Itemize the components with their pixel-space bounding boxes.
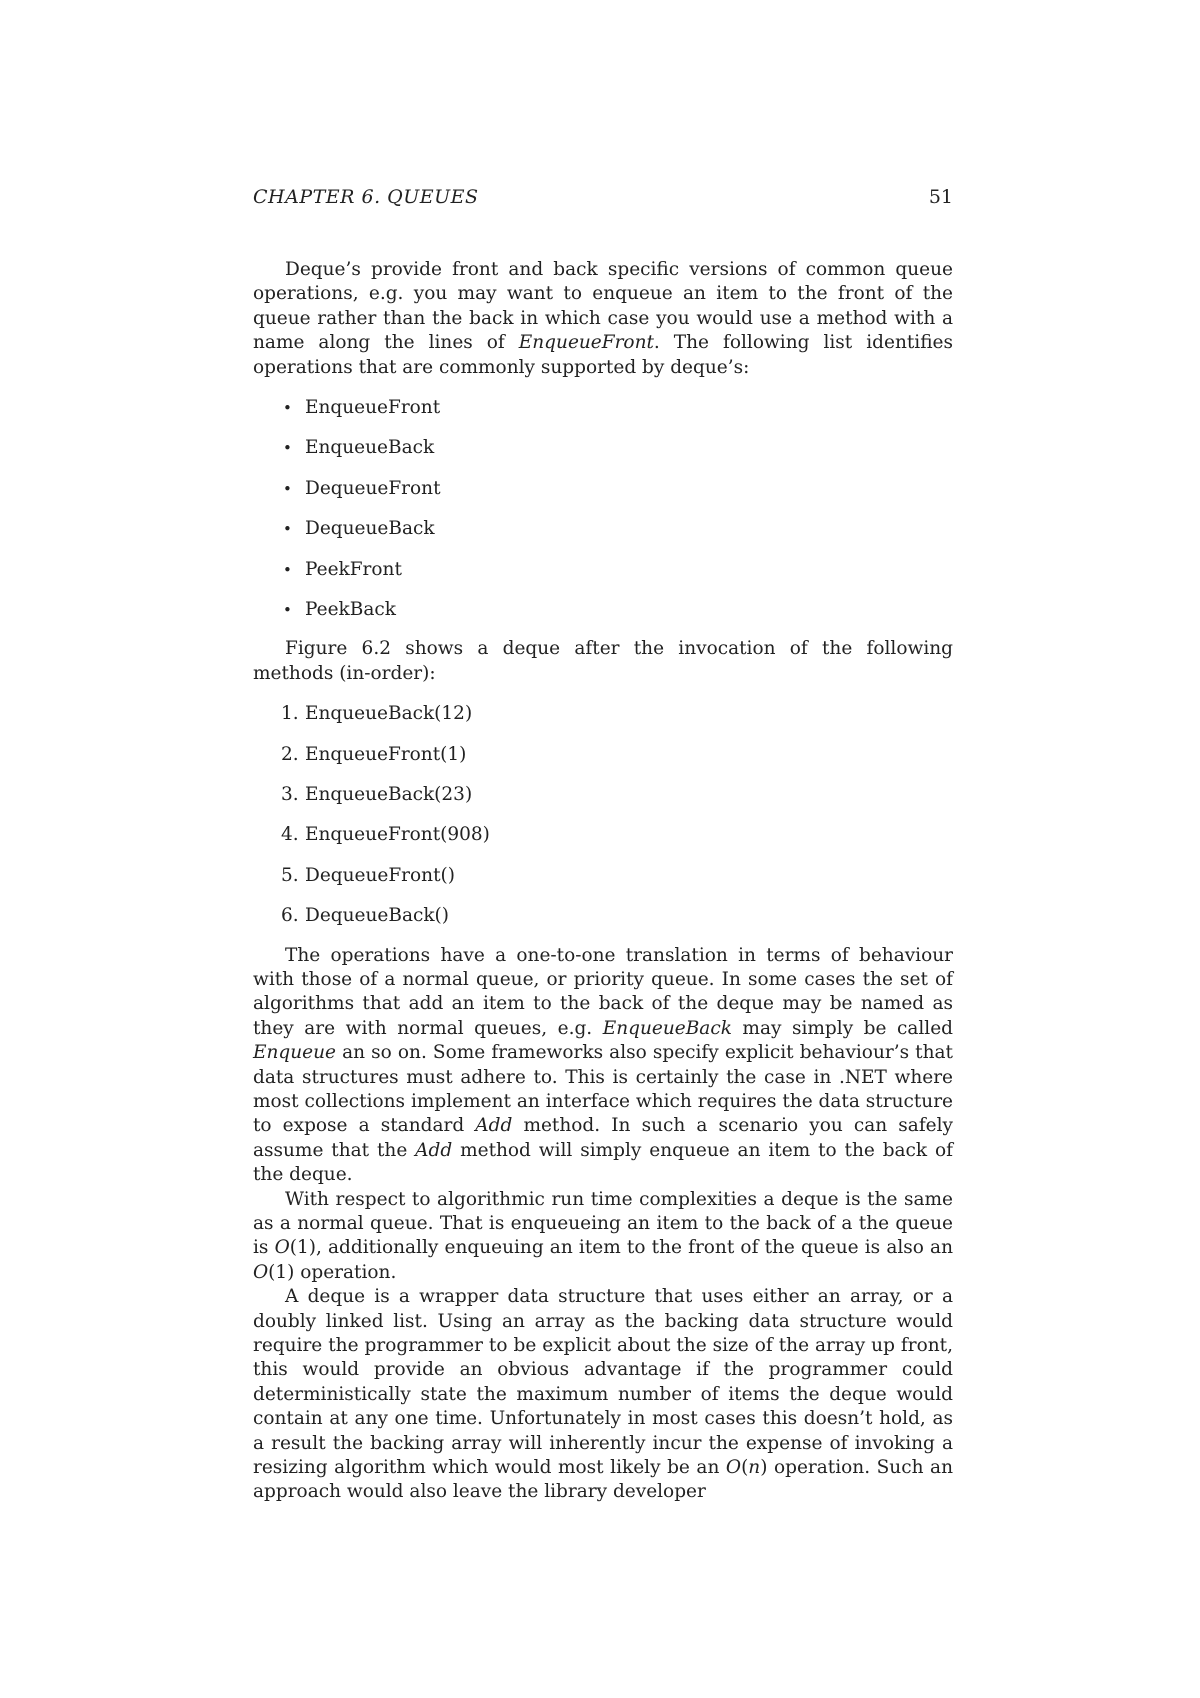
list-item <box>253 436 953 476</box>
list-item-text: EnqueueBack(23) <box>305 783 473 805</box>
method-name: EnqueueBack <box>602 1017 732 1039</box>
chapter-title: CHAPTER 6. QUEUES <box>253 186 479 208</box>
list-item-text: DequeueFront <box>305 477 441 499</box>
text-run: may simply be called <box>731 1017 954 1039</box>
list-item <box>253 864 953 904</box>
page-number: 51 <box>928 186 953 208</box>
list-item-text: EnqueueBack(12) <box>305 703 473 725</box>
text-run: Deque’s provide front and back specific versions of common queue operations, e.g. you may want to enqueue an item to the front of the queue rather than the back in which case you would use a method with a name along the lines of <box>253 259 953 354</box>
list-item-text: EnqueueFront(1) <box>305 743 467 765</box>
math-symbol: O <box>274 1237 290 1259</box>
list-number: 3. <box>281 783 299 805</box>
list-number: 6. <box>281 905 299 927</box>
list-item <box>253 598 953 622</box>
list-item <box>253 702 953 742</box>
text-run: The operations have a one-to-one translation in terms of behaviour with those of a normal queue, or priority queue. In some cases the set of algorithms that add an item to the back of the deque may be named as they are with normal queues, e.g. <box>253 944 953 1039</box>
text-run: With respect to algorithmic run time complexities a deque is the same as a normal queue. That is enqueueing an item to the back of a the queue is <box>253 1188 953 1259</box>
list-number: 4. <box>281 824 299 846</box>
method-name: EnqueueFront <box>518 332 654 354</box>
list-item <box>253 477 953 517</box>
paragraph-intro <box>253 258 953 380</box>
list-item <box>253 823 953 863</box>
running-header <box>253 186 953 208</box>
text-run: . The following list identifies operations that are commonly supported by deque’s: <box>253 332 953 378</box>
math-symbol: n <box>748 1457 761 1479</box>
list-item-text: DequeueFront() <box>305 864 455 886</box>
math-symbol: O <box>253 1261 269 1283</box>
list-number: 2. <box>281 743 299 765</box>
text-run: ) operation. Such an approach would also leave the library developer <box>253 1457 953 1503</box>
text-run: an so on. Some frameworks also specify explicit behaviour’s that data structures must adhere to. This is certainly the case in .NET where most collections implement an interface which requires the data structure to expose a standard <box>253 1042 953 1137</box>
list-item-text: DequeueBack <box>305 518 435 540</box>
list-item <box>253 396 953 436</box>
page-body <box>253 258 953 1505</box>
method-name: Add <box>415 1139 453 1161</box>
list-item <box>253 904 953 928</box>
method-name: Enqueue <box>253 1042 336 1064</box>
text-run: A deque is a wrapper data structure that uses either an array, or a doubly linked list. Using an array as the backing data structure would require the programmer to be explicit about the size of the array up front, this would provide an obvious advantage if the programmer could deterministically state the maximum number of items the deque would contain at any one time. Unfortunately in most cases this doesn’t hold, as a result the backing array will inherently incur the expense of invoking a resizing algorithm which would most likely be an <box>253 1286 953 1479</box>
operations-list <box>253 396 953 622</box>
text-run: (1), additionally enqueuing an item to the front of the queue is also an <box>289 1237 953 1259</box>
list-item-text: DequeueBack() <box>305 905 449 927</box>
list-item-text: EnqueueFront(908) <box>305 824 490 846</box>
text-run: (1) operation. <box>268 1261 397 1283</box>
list-item <box>253 743 953 783</box>
bullet-icon: • <box>283 479 292 498</box>
bullet-icon: • <box>283 520 292 539</box>
bullet-icon: • <box>283 560 292 579</box>
method-sequence-list <box>253 702 953 928</box>
text-run: method. In such a scenario you can safely assume that the <box>253 1115 953 1161</box>
bullet-icon: • <box>283 439 292 458</box>
list-item-text: EnqueueFront <box>305 397 441 419</box>
paragraph-complexity <box>253 1188 953 1286</box>
math-symbol: O <box>725 1457 742 1479</box>
list-item <box>253 558 953 598</box>
bullet-icon: • <box>283 399 292 418</box>
bullet-icon: • <box>283 600 292 619</box>
list-item-text: PeekBack <box>305 598 396 620</box>
list-item <box>253 783 953 823</box>
text-run: method will simply enqueue an item to the back of the deque. <box>253 1139 953 1186</box>
list-number: 5. <box>281 864 299 886</box>
text-run: ( <box>741 1457 749 1479</box>
list-item-text: PeekFront <box>305 558 402 580</box>
list-number: 1. <box>281 703 299 725</box>
paragraph-implementation <box>253 1285 953 1505</box>
list-item-text: EnqueueBack <box>305 437 435 459</box>
paragraph-operations <box>253 944 953 1188</box>
list-item <box>253 517 953 557</box>
method-name: Add <box>475 1115 513 1137</box>
paragraph-figure-ref: Figure 6.2 shows a deque after the invocation of the following methods (in-order): <box>253 638 953 684</box>
